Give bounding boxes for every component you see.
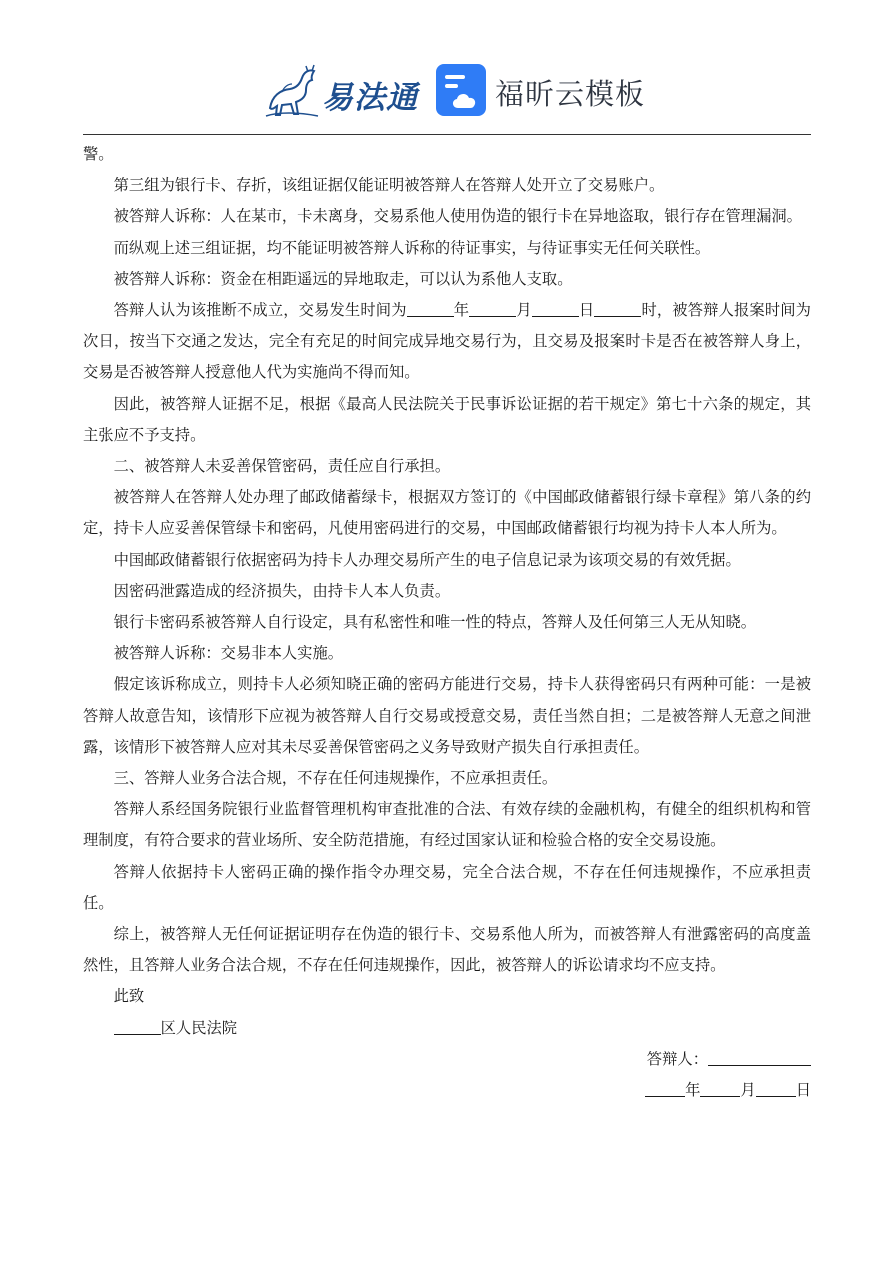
section-heading: 三、答辩人业务合法合规，不存在任何违规操作，不应承担责任。 [113, 769, 558, 788]
paragraph: 答辩人系经国务院银行业监督管理机构审查批准的合法、有效存续的金融机构，有健全的组织机构和管理制度，有符合要求的营业场所、安全防范措施，有经过国家认证和检验合格的安全交易设施。 [83, 800, 811, 850]
blank-hour-field[interactable] [594, 299, 641, 317]
page-header [0, 58, 893, 128]
paragraph-with-blanks [83, 295, 811, 389]
paragraph: 综上，被答辩人无任何证据证明存在伪造的银行卡、交易系他人所为，而被答辩人有泄露密码的高度盖然性，且答辩人业务合法合规，不存在任何违规操作，因此，被答辩人的诉讼请求均不应支持。 [83, 925, 811, 975]
paragraph-text: 月 [516, 301, 532, 320]
blank-respondent-field[interactable] [708, 1048, 811, 1066]
blank-sign-year-field[interactable] [645, 1079, 685, 1097]
signature-date-line [83, 1075, 811, 1106]
document-body [83, 139, 811, 1106]
paragraph: 被答辩人在答辩人处办理了邮政储蓄绿卡，根据双方签订的《中国邮政储蓄银行绿卡章程》第八条的约定，持卡人应妥善保管绿卡和密码，凡使用密码进行的交易，中国邮政储蓄银行均视为持卡人本人所为。 [83, 488, 811, 538]
paragraph-text: 年 [453, 301, 470, 320]
blank-month-field[interactable] [469, 299, 516, 317]
blank-sign-day-field[interactable] [756, 1079, 796, 1097]
paragraph: 假定该诉称成立，则持卡人必须知晓正确的密码方能进行交易，持卡人获得密码只有两种可能：一是被答辩人故意告知，该情形下应视为被答辩人自行交易或授意交易，责任当然自担；二是被答辩人无意之间泄露，该情形下被答辩人应对其未尽妥善保管密码之义务导致财产损失自行承担责任。 [83, 675, 811, 756]
paragraph: 警。 [83, 145, 114, 163]
foxit-template-logo-text: 福昕云模板 [495, 77, 646, 111]
paragraph-text: 答辩人认为该推断不成立，交易发生时间为 [113, 301, 407, 320]
paragraph: 因此，被答辩人证据不足，根据《最高人民法院关于民事诉讼证据的若干规定》第七十六条的规定，其主张应不予支持。 [83, 394, 811, 444]
paragraph: 被答辩人诉称：人在某市，卡未离身，交易系他人使用伪造的银行卡在异地盗取，银行存在管理漏洞。 [113, 207, 802, 226]
salutation: 此致 [113, 987, 145, 1006]
paragraph: 而纵观上述三组证据，均不能证明被答辩人诉称的待证事实，与待证事实无任何关联性。 [113, 238, 711, 257]
respondent-label: 答辩人： [646, 1049, 708, 1068]
date-year-label: 年 [685, 1081, 701, 1100]
paragraph: 被答辩人诉称：交易非本人实施。 [113, 644, 344, 663]
date-day-label: 日 [795, 1081, 811, 1100]
blank-court-district-field[interactable] [114, 1017, 161, 1035]
paragraph: 银行卡密码系被答辩人自行设定，具有私密性和唯一性的特点，答辩人及任何第三人无从知晓。 [113, 613, 757, 632]
date-month-label: 月 [740, 1081, 756, 1100]
blank-day-field[interactable] [532, 299, 579, 317]
court-line [83, 1013, 811, 1044]
paragraph: 答辩人依据持卡人密码正确的操作指令办理交易，完全合法合规，不存在任何违规操作，不应承担责任。 [83, 862, 811, 912]
paragraph-text: 时，被答辩人报案时间为次日，按当下交通之发达，完全有充足的时间完成异地交易行为，且交易及报案时卡是否在被答辩人身上，交易是否被答辩人授意他人代为实施尚不得而知。 [83, 301, 811, 382]
foxit-cloud-logo-icon [436, 64, 486, 116]
section-heading: 二、被答辩人未妥善保管密码，责任应自行承担。 [113, 457, 451, 476]
paragraph: 中国邮政储蓄银行依据密码为持卡人办理交易所产生的电子信息记录为该项交易的有效凭据。 [113, 550, 741, 569]
court-name-text: 区人民法院 [160, 1018, 238, 1037]
qilin-logo-icon [262, 62, 322, 122]
respondent-signature-line [83, 1044, 811, 1075]
paragraph-text: 日 [578, 301, 595, 320]
paragraph: 被答辩人诉称：资金在相距遥远的异地取走，可以认为系他人支取。 [113, 269, 573, 288]
paragraph: 第三组为银行卡、存折，该组证据仅能证明被答辩人在答辩人处开立了交易账户。 [113, 176, 665, 195]
header-divider [83, 134, 811, 135]
blank-sign-month-field[interactable] [700, 1079, 740, 1097]
paragraph: 因密码泄露造成的经济损失，由持卡人本人负责。 [113, 581, 451, 600]
yifatong-logo-text: 易法通 [322, 80, 418, 116]
blank-year-field[interactable] [407, 299, 454, 317]
